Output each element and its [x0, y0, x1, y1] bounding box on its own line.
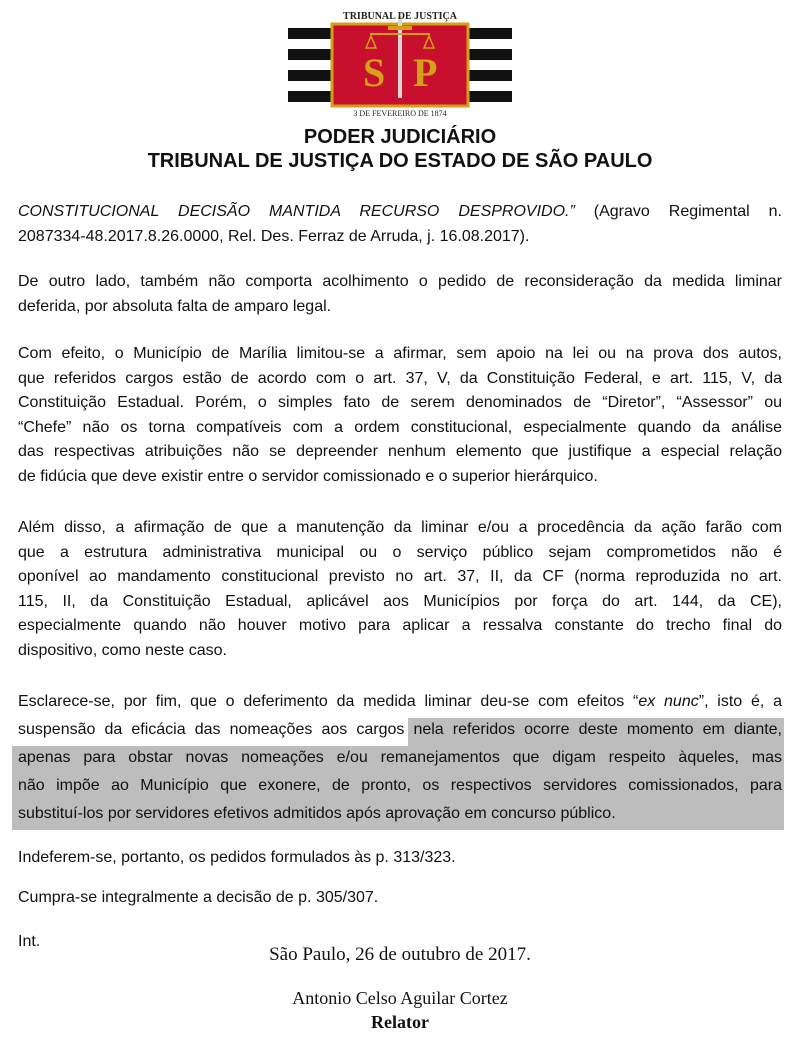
- text-line: 115, II, da Constituição Estadual, aplicável aos Municípios por força do art. 144, da CE),: [18, 592, 782, 610]
- header-tribunal: TRIBUNAL DE JUSTIÇA DO ESTADO DE SÃO PAULO: [147, 150, 653, 172]
- paragraph-marilia: [18, 342, 782, 489]
- paragraph-indeferem: [18, 846, 782, 871]
- text-segment: Esclarece-se, por fim, que o deferimento da medida liminar deu-se com efeitos “: [18, 693, 639, 710]
- text-line: dispositivo, como neste caso.: [18, 641, 227, 659]
- header-poder-judiciario: PODER JUDICIÁRIO: [303, 126, 497, 148]
- paragraph-citation: [18, 200, 782, 249]
- seal-letter-right: P: [413, 50, 438, 95]
- place-and-date: São Paulo, 26 de outubro de 2017.: [269, 944, 531, 965]
- seal-date-text: 3 DE FEVEREIRO DE 1874: [353, 109, 447, 118]
- text-line: que referidos cargos estão de acordo com o art. 37, V, da Constituição Federal, e art. 115, V, da: [18, 369, 782, 387]
- court-seal-emblem: [280, 4, 520, 124]
- text-segment: ”, isto é, a: [698, 693, 783, 710]
- text-line: não impõe ao Município que exonere, de pronto, os respectivos servidores comissionados, para: [18, 777, 782, 794]
- text-line: apenas para obstar novas nomeações e/ou remanejamentos que digam respeito àqueles, mas: [18, 749, 782, 766]
- text-line: De outro lado, também não comporta acolhimento o pedido de reconsideração da medida liminar: [18, 273, 782, 290]
- citation-heading: CONSTITUCIONAL DECISÃO MANTIDA RECURSO DESPROVIDO.”: [18, 203, 575, 220]
- text-line: especialmente quando não houver motivo para aplicar a ressalva constante do trecho final do: [18, 617, 782, 634]
- text-line: “Chefe” não os torna compatíveis com a ordem constitucional, especialmente quando da análise: [18, 418, 782, 436]
- ex-nunc-term: ex nunc: [638, 693, 699, 710]
- text-line: oponível ao mandamento constitucional previsto no art. 37, II, da CF (norma reproduzida no art.: [18, 568, 782, 585]
- signer-name: Antonio Celso Aguilar Cortez: [292, 988, 508, 1008]
- text-line: Além disso, a afirmação de que a manutenção da liminar e/ou a procedência da ação farão com: [18, 519, 782, 536]
- text-line: substituí-los por servidores efetivos admitidos após aprovação em concurso público.: [18, 805, 616, 822]
- seal-top-text: TRIBUNAL DE JUSTIÇA: [343, 11, 457, 22]
- text-line: Constituição Estadual. Porém, o simples fato de serem denominados de “Diretor”, “Assessor” ou: [18, 394, 782, 411]
- text-line: Com efeito, o Município de Marília limitou-se a afirmar, sem apoio na lei ou na prova dos autos,: [18, 345, 782, 362]
- paragraph-esclarece: [18, 688, 782, 828]
- paragraph-alem-disso: [18, 516, 782, 663]
- text-line: suspensão da eficácia das nomeações aos cargos nela referidos ocorre deste momento em diante,: [18, 721, 782, 738]
- citation-line: 2087334-48.2017.8.26.0000, Rel. Des. Ferraz de Arruda, j. 16.08.2017).: [18, 227, 530, 245]
- text-line: deferida, por absoluta falta de amparo legal.: [18, 297, 332, 315]
- text-line: Int.: [18, 933, 41, 950]
- text-line: que a estrutura administrativa municipal ou o serviço público sejam comprometidos não é: [18, 543, 782, 561]
- text-line: de fidúcia que deve existir entre o servidor comissionado e o superior hierárquico.: [18, 467, 598, 485]
- text-line: Indeferem-se, portanto, os pedidos formulados às p. 313/323.: [18, 849, 456, 866]
- paragraph-reconsideration: [18, 270, 782, 319]
- text-line: Cumpra-se integralmente a decisão de p. 305/307.: [18, 889, 379, 906]
- text-line: das respectivas atribuições não se depreender nenhum elemento que justifique a especial relação: [18, 443, 782, 460]
- signer-role: Relator: [371, 1012, 429, 1032]
- seal-letter-left: S: [363, 50, 386, 95]
- citation-ref: (Agravo Regimental n.: [574, 203, 782, 220]
- paragraph-cumpra: [18, 886, 782, 911]
